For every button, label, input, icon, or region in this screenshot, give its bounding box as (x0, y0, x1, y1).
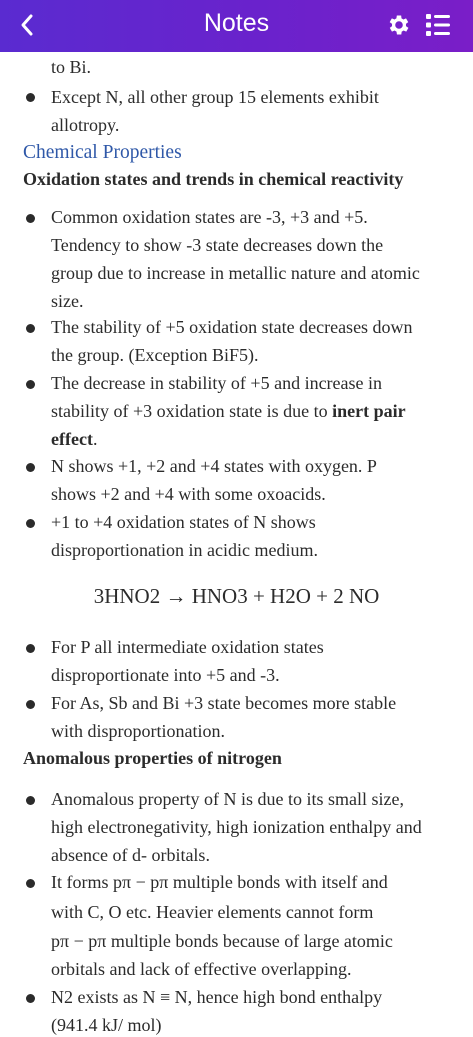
text-line: Except N, all other group 15 elements exhibit (51, 87, 379, 107)
text-line: pπ − pπ multiple bonds because of large atomic (51, 931, 393, 951)
app-bar (0, 0, 473, 52)
page-title: Notes (203, 9, 270, 37)
back-button[interactable] (12, 10, 42, 40)
text-line: high electronegativity, high ionization enthalpy and (51, 817, 422, 837)
bullet-dot (26, 93, 35, 102)
gear-icon[interactable] (386, 12, 412, 38)
subsection-heading: Oxidation states and trends in chemical reactivity (23, 169, 404, 189)
bullet-dot (26, 214, 35, 223)
text-line: absence of d- orbitals. (51, 845, 210, 865)
chevron-left-icon (20, 14, 34, 36)
subsection-heading: Anomalous properties of nitrogen (23, 748, 282, 768)
text-line: allotropy. (51, 115, 120, 135)
text-line: For As, Sb and Bi +3 state becomes more stable (51, 693, 397, 713)
text-line: N2 exists as N ≡ N, hence high bond enthalpy (51, 987, 383, 1007)
text-line: The decrease in stability of +5 and increase in (51, 373, 383, 393)
text-line: orbitals and lack of effective overlapping. (51, 959, 352, 979)
text-line: group due to increase in metallic nature and atomic (51, 263, 420, 283)
bullet-dot (26, 796, 35, 805)
text-line: (941.4 kJ/ mol) (51, 1015, 162, 1035)
text-line: disproportionate into +5 and -3. (51, 665, 280, 685)
equation: 3HNO2 → HNO3 + H2O + 2 NO (93, 584, 380, 608)
bullet-dot (26, 324, 35, 333)
text-line: It forms pπ − pπ multiple bonds with itself and (51, 872, 388, 892)
text-line: with disproportionation. (51, 721, 225, 741)
bullet-dot (26, 463, 35, 472)
bullet-dot (26, 644, 35, 653)
text-line: Anomalous property of N is due to its small size, (51, 789, 404, 809)
text-line: the group. (Exception BiF5). (51, 345, 259, 365)
text-line: effect. (51, 429, 98, 449)
bullet-dot (26, 994, 35, 1003)
text-line: size. (51, 291, 84, 311)
bullet-dot (26, 700, 35, 709)
text-line: The stability of +5 oxidation state decreases down (51, 317, 413, 337)
text-line: to Bi. (51, 57, 92, 77)
text-line: +1 to +4 oxidation states of N shows (51, 512, 316, 532)
text-line: Common oxidation states are -3, +3 and +5. (51, 207, 368, 227)
text-line: N shows +1, +2 and +4 states with oxygen. P (51, 456, 377, 476)
text-line: disproportionation in acidic medium. (51, 540, 318, 560)
text-line: stability of +3 oxidation state is due to inert pair (51, 401, 406, 421)
text-line: Tendency to show -3 state decreases down the (51, 235, 384, 255)
bullet-dot (26, 519, 35, 528)
text-line: with C, O etc. Heavier elements cannot form (51, 902, 374, 922)
list-icon[interactable] (424, 11, 452, 39)
section-heading: Chemical Properties (23, 142, 182, 163)
bullet-dot (26, 879, 35, 888)
bullet-dot (26, 380, 35, 389)
notes-content[interactable] (0, 52, 473, 1035)
text-line: For P all intermediate oxidation states (51, 637, 324, 657)
text-line: shows +2 and +4 with some oxoacids. (51, 484, 326, 504)
